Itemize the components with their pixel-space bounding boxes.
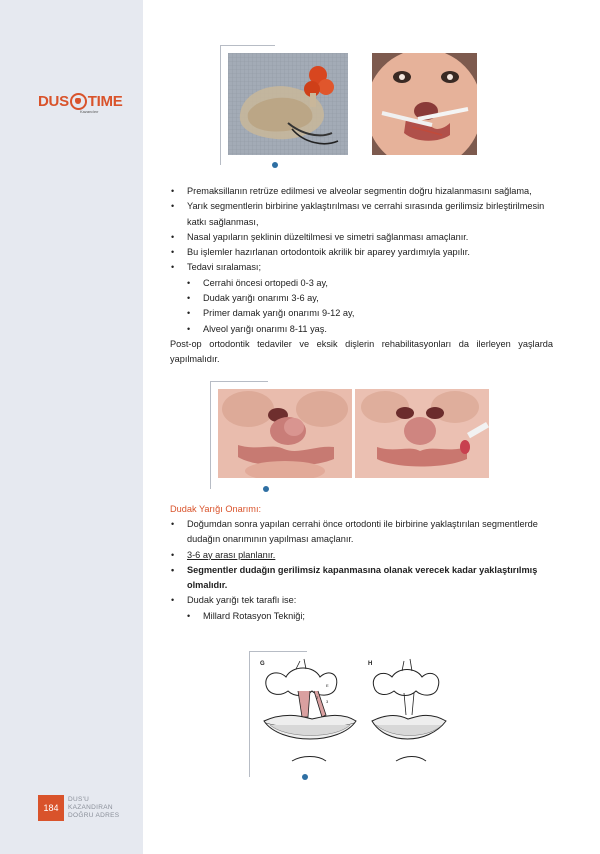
page-number: 184	[38, 795, 64, 821]
tooth-icon	[70, 93, 87, 110]
footer-line-2: KAZANDIRAN	[68, 804, 113, 811]
svg-text:E: E	[326, 683, 329, 688]
section-2-text	[170, 517, 553, 624]
footer-line-3: DOĞRU ADRES	[68, 812, 120, 819]
lip-repair-list	[170, 517, 553, 609]
list-item: • Cerrahi öncesi ortopedi 0-3 ay,	[186, 276, 553, 291]
footer-line-1: DUS'U	[68, 796, 90, 803]
figure-3-dot	[302, 774, 308, 780]
millard-rotation-diagram	[256, 655, 454, 773]
list-item: • Nasal yapıların şeklinin düzeltilmesi ve simetri sağlanması amaçlanır.	[170, 230, 553, 245]
logo-text-left: DUS	[38, 93, 69, 110]
technique-list	[170, 609, 553, 624]
list-item: • Doğumdan sonra yapılan cerrahi önce ortodonti ile birbirine yaklaştırılan segmentlerde dudağın onarımının yapılması amaçlanır.	[170, 517, 553, 548]
list-item: • Premaksillanın retrüze edilmesi ve alveolar segmentin doğru hizalanmasını sağlama,	[170, 184, 553, 199]
infant-cleft-photo-1	[372, 53, 477, 155]
list-item: • Dudak yarığı tek taraflı ise:	[170, 593, 553, 608]
objectives-list	[170, 184, 553, 276]
nam-appliance-photo	[228, 53, 348, 155]
timing-text: 3-6 ay arası planlanır.	[187, 549, 276, 560]
cleft-lip-photo-left	[218, 389, 352, 478]
figure-2-dot	[263, 486, 269, 492]
logo-subtitle: Kazandırır	[80, 109, 99, 114]
treatment-sequence-list	[170, 276, 553, 337]
figure-1-dot	[272, 162, 278, 168]
list-item: • Tedavi sıralaması;	[170, 260, 553, 275]
diagram-label-h: H	[368, 661, 373, 667]
brand-logo	[38, 93, 122, 110]
footer-slogan	[68, 796, 119, 820]
section-1-text	[170, 184, 553, 368]
list-item: • Primer damak yarığı onarımı 9-12 ay,	[186, 306, 553, 321]
list-item: • Dudak yarığı onarımı 3-6 ay,	[186, 291, 553, 306]
diagram-label-g: G	[260, 661, 265, 667]
list-item: • Alveol yarığı onarımı 8-11 yaş.	[186, 322, 553, 337]
left-sidebar	[0, 0, 143, 854]
post-op-paragraph: Post-op ortodontik tedaviler ve eksik dişlerin rehabilitasyonları da ilerleyen yaşlarda yapılmalıdır.	[170, 338, 553, 365]
svg-text:2: 2	[316, 695, 319, 700]
logo-text-right: TIME	[87, 93, 123, 110]
list-item: • Yarık segmentlerin birbirine yaklaştırılması ve cerrahi sırasında gerilimsiz birleştirilmesin katkı sağlanması,	[170, 199, 553, 230]
list-item: • Millard Rotasyon Tekniği;	[186, 609, 553, 624]
list-item	[170, 548, 553, 563]
cleft-lip-photo-right	[355, 389, 489, 478]
svg-text:3: 3	[326, 699, 329, 704]
list-item: • Segmentler dudağın gerilimsiz kapanmasına olanak verecek kadar yaklaştırılmış olmalıdır.	[170, 563, 553, 594]
section-heading-lip-repair: Dudak Yarığı Onarımı:	[170, 504, 262, 514]
list-item: • Bu işlemler hazırlanan ortodontoik akrilik bir aparey yardımıyla yapılır.	[170, 245, 553, 260]
